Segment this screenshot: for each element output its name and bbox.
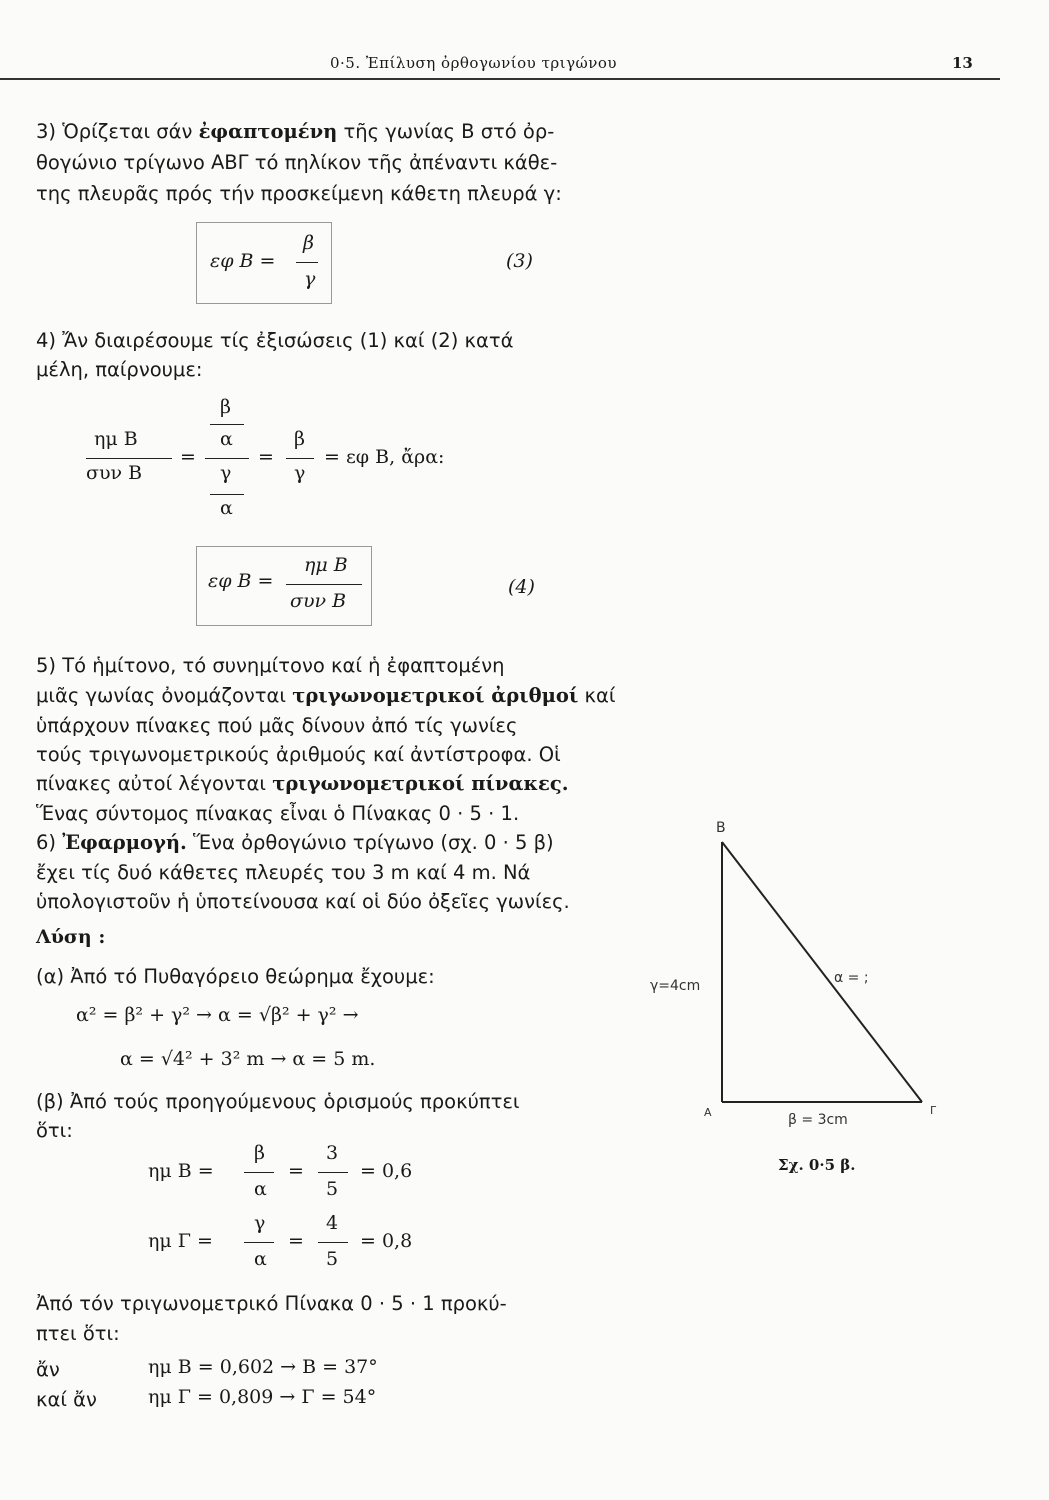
eq4-denominator: συν Β xyxy=(290,590,347,612)
item6-text: Ἕνα ὀρθογώνιο τρίγωνο (σχ. 0 · 5 β) xyxy=(186,831,554,854)
eq4-fraction-bar xyxy=(286,584,362,585)
div-inner-den-top: γ xyxy=(220,462,232,484)
div-right-numerator: β xyxy=(294,428,305,450)
item5-bold-term: τριγωνομετρικοί ἀριθμοί xyxy=(292,684,579,707)
item5-line1: 5) Τό ἡμίτονο, τό συνημίτονο καί ἡ ἐφαπτομένη xyxy=(36,654,505,677)
item3-line3: της πλευρᾶς πρός τήν προσκείμενη κάθετη πλευρά γ: xyxy=(36,182,562,205)
div-right-bar xyxy=(286,458,314,459)
sinB-num2: 3 xyxy=(326,1142,339,1164)
side-gamma-label: γ=4cm xyxy=(650,978,701,994)
side-beta-label: β = 3cm xyxy=(788,1112,848,1128)
eq3-fraction-bar xyxy=(296,262,318,263)
sinB-equals: = xyxy=(288,1160,304,1182)
sinB-den1: α xyxy=(254,1178,267,1200)
vertex-a-label: Α xyxy=(704,1106,712,1119)
div-inner-num-bottom: α xyxy=(220,428,233,450)
eq4-lhs: εφ Β = xyxy=(208,570,274,592)
item5-line5 xyxy=(36,770,569,797)
sinB-num1: β xyxy=(254,1142,265,1164)
sinG-num1: γ xyxy=(254,1212,266,1234)
item5-line3: ὑπάρχουν πίνακες πού μᾶς δίνουν ἀπό τίς γωνίες xyxy=(36,714,518,737)
div-inner-num-bar xyxy=(210,424,244,425)
div-inner-num-top: β xyxy=(220,396,231,418)
div-right-denominator: γ xyxy=(294,462,306,484)
item5-line2-a: μιᾶς γωνίας ὀνομάζονται xyxy=(36,684,293,707)
div-main-bar-left xyxy=(86,458,172,459)
eq3-numerator: β xyxy=(303,232,314,254)
div-equals-2: = xyxy=(258,446,274,468)
sinG-equals: = xyxy=(288,1230,304,1252)
sinG-bar1 xyxy=(244,1242,274,1243)
running-header: 0·5. Ἐπίλυση ὀρθογωνίου τριγώνου xyxy=(330,54,618,72)
item4-line1: 4) Ἄν διαιρέσουμε τίς ἐξισώσεις (1) καί (2) κατά xyxy=(36,329,514,352)
sinG-num2: 4 xyxy=(326,1212,339,1234)
result1-prefix: ἄν xyxy=(36,1358,60,1381)
hypotenuse-line xyxy=(722,842,922,1102)
div-denominator: συν Β xyxy=(86,462,143,484)
div-numerator: ημ Β xyxy=(94,428,138,450)
sinG-den1: α xyxy=(254,1248,267,1270)
result1: ημ Β = 0,602 → Β = 37° xyxy=(148,1356,378,1378)
div-main-bar-middle xyxy=(205,458,249,459)
sinB-bar1 xyxy=(244,1172,274,1173)
item3-line1 xyxy=(36,118,554,145)
item6-line2: ἔχει τίς δυό κάθετες πλευρές του 3 m καί 4 m. Νά xyxy=(36,861,531,884)
eq4-numerator: ημ Β xyxy=(304,554,348,576)
item6-line1 xyxy=(36,829,554,856)
eq3-lhs: εφ Β = xyxy=(210,250,276,272)
sinB-lhs: ημ Β = xyxy=(148,1160,214,1182)
solution-heading: Λύση : xyxy=(36,926,106,948)
result2: ημ Γ = 0,809 → Γ = 54° xyxy=(148,1386,377,1408)
eq3-denominator: γ xyxy=(304,268,316,290)
table-intro-2: πτει ὅτι: xyxy=(36,1322,120,1345)
item6-line3: ὑπολογιστοῦν ἡ ὑποτείνουσα καί οἱ δύο ὀξεῖες γωνίες. xyxy=(36,890,570,913)
item3-label: 3) xyxy=(36,120,57,143)
solution-b-intro-2: ὅτι: xyxy=(36,1119,73,1142)
item5-line2-c: καί xyxy=(578,684,616,707)
item3-text-b: τῆς γωνίας Β στό ὀρ- xyxy=(337,120,555,143)
vertex-g-label: Γ xyxy=(930,1104,937,1117)
page-number: 13 xyxy=(952,54,973,72)
div-equals-1: = xyxy=(180,446,196,468)
figure-caption: Σχ. 0·5 β. xyxy=(778,1156,856,1174)
item4-line2: μέλη, παίρνουμε: xyxy=(36,358,203,381)
item5-line4: τούς τριγωνομετρικούς ἀριθμούς καί ἀντίστροφα. Οἱ xyxy=(36,743,561,766)
item3-bold-term: ἐφαπτομένη xyxy=(198,120,338,143)
sinG-bar2 xyxy=(318,1242,348,1243)
sinB-bar2 xyxy=(318,1172,348,1173)
div-tail: = εφ Β, ἄρα: xyxy=(324,446,445,468)
solution-a-intro: (α) Ἀπό τό Πυθαγόρειο θεώρημα ἔχουμε: xyxy=(36,965,435,988)
solution-a-eq1: α² = β² + γ² → α = √β² + γ² → xyxy=(76,1004,359,1026)
table-intro-1: Ἀπό τόν τριγωνομετρικό Πίνακα 0 · 5 · 1 προκύ- xyxy=(36,1292,507,1315)
div-inner-den-bottom: α xyxy=(220,497,233,519)
sinG-result: = 0,8 xyxy=(360,1230,413,1252)
item3-line2: θογώνιο τρίγωνο ΑΒΓ τό πηλίκον τῆς ἀπέναντι κάθε- xyxy=(36,151,558,174)
solution-b-intro-1: (β) Ἀπό τούς προηγούμενους ὁρισμούς προκύπτει xyxy=(36,1090,520,1113)
sinB-result: = 0,6 xyxy=(360,1160,413,1182)
eq3-tag: (3) xyxy=(506,250,533,272)
item6-label: 6) xyxy=(36,831,63,854)
side-alpha-label: α = ; xyxy=(834,970,869,986)
sinB-den2: 5 xyxy=(326,1178,339,1200)
item5-line2 xyxy=(36,682,616,709)
item5-line6: Ἕνας σύντομος πίνακας εἶναι ὁ Πίνακας 0 · 5 · 1. xyxy=(36,802,520,825)
vertex-b-label: Β xyxy=(716,820,726,836)
item5-line5-a: πίνακες αὐτοί λέγονται xyxy=(36,772,273,795)
result2-prefix: καί ἄν xyxy=(36,1388,97,1411)
eq4-tag: (4) xyxy=(508,576,535,598)
item6-bold-term: Ἐφαρμογή. xyxy=(62,831,187,854)
item3-text-a: Ὁρίζεται σάν xyxy=(62,120,199,143)
header-rule xyxy=(0,78,1000,80)
sinG-lhs: ημ Γ = xyxy=(148,1230,213,1252)
div-inner-den-bar xyxy=(210,494,244,495)
sinG-den2: 5 xyxy=(326,1248,339,1270)
item5-bold-term-2: τριγωνομετρικοί πίνακες. xyxy=(272,772,569,795)
solution-a-eq2: α = √4² + 3² m → α = 5 m. xyxy=(120,1048,376,1070)
